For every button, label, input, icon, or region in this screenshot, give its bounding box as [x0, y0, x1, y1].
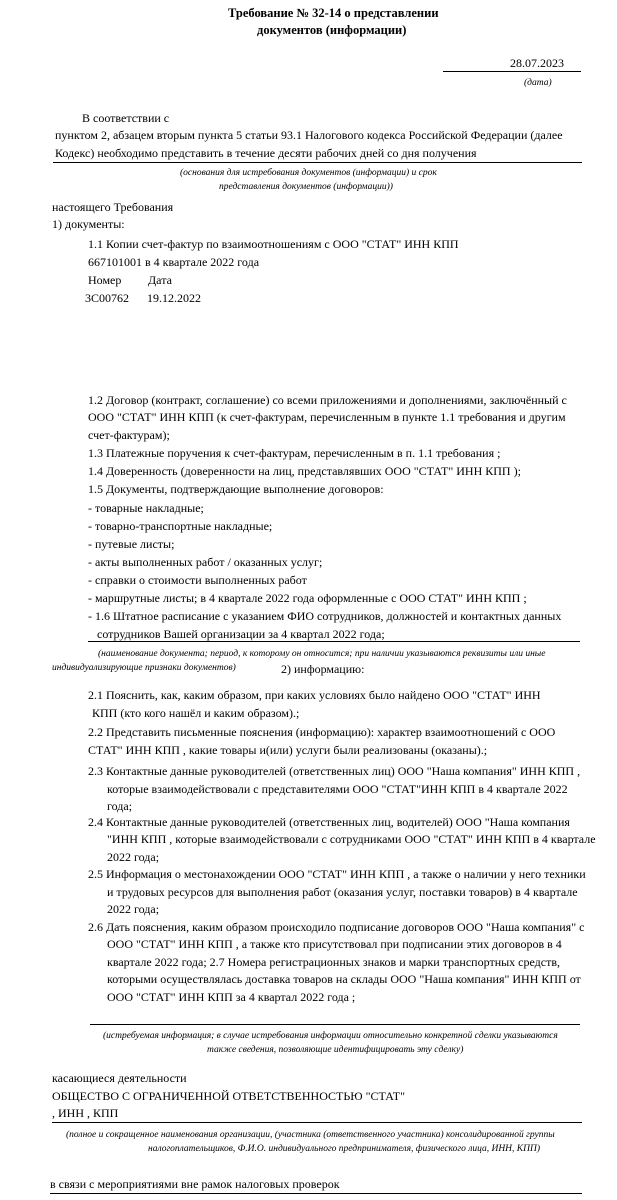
- org-underline: [52, 1122, 582, 1123]
- info-line: 2.5 Информация о местонахождении ООО "СТАТ" ИНН КПП , а также о наличии у него техники: [88, 867, 586, 881]
- info-line: квартале 2022 года; 2.7 Номера регистрационных знаков и марки транспортных средств,: [107, 955, 561, 969]
- organization-inn-kpp: , ИНН , КПП: [52, 1106, 119, 1120]
- info-line: которыми осуществлялась доставка товаров на склады ООО "Наша компания" ИНН КПП от: [107, 972, 581, 986]
- doc-line: сотрудников Вашей организации за 4 квартал 2022 года;: [97, 627, 385, 641]
- org-caption-line2: налогоплательщиков, Ф.И.О. индивидуального предпринимателя, физического лица, ИНН, КПП): [148, 1144, 540, 1154]
- doc-line: 1.3 Платежные поручения к счет-фактурам, перечисленным в п. 1.1 требования ;: [88, 446, 501, 460]
- date-caption: (дата): [524, 78, 552, 88]
- date-value: 28.07.2023: [510, 56, 564, 70]
- info-line: СТАТ" ИНН КПП , какие товары и(или) услуги были реализованы (оказаны).;: [88, 743, 488, 757]
- intro-underline: [53, 162, 582, 163]
- context-underline: [50, 1193, 582, 1194]
- date-underline: [443, 71, 581, 72]
- doc-line: - товарные накладные;: [88, 501, 204, 515]
- invoice-col-number: Номер: [88, 273, 122, 287]
- doc-line: - справки о стоимости выполненных работ: [88, 573, 307, 587]
- info-line: ООО "СТАТ" ИНН КПП , а также кто присутствовал при подписании этих договоров в 4: [107, 937, 562, 951]
- docs-underline: [88, 641, 580, 642]
- invoice-row-number: 3С00762: [85, 291, 130, 305]
- info-line: года;: [107, 799, 133, 813]
- info-line: 2.1 Пояснить, как, каким образом, при каких условиях было найдено ООО "СТАТ" ИНН: [88, 688, 541, 702]
- context-text: в связи с мероприятиями вне рамок налоговых проверок: [50, 1177, 340, 1191]
- info-line: ООО "СТАТ" ИНН КПП за 4 квартал 2022 года ;: [107, 990, 356, 1004]
- info-line: 2.4 Контактные данные руководителей (ответственных лиц, водителей) ООО "Наша компания: [88, 815, 570, 829]
- intro-caption1: (основания для истребования документов (информации) и срок: [180, 168, 437, 178]
- intro-line1: В соответствии с: [82, 111, 170, 125]
- doc-line: 1.5 Документы, подтверждающие выполнение договоров:: [88, 482, 384, 496]
- this-requirement-text: настоящего Требования: [52, 200, 174, 214]
- doc-line: 1.2 Договор (контракт, соглашение) со всеми приложениями и дополнениями, заключённый с: [88, 393, 567, 407]
- document-title-line1: Требование № 32-14 о представлении: [228, 6, 439, 20]
- doc-line: ООО "СТАТ" ИНН КПП (к счет-фактурам, перечисленным в пункте 1.1 требования и другим: [88, 410, 566, 424]
- info-line: КПП (кто кого нашёл и каким образом).;: [92, 706, 300, 720]
- doc-line: - 1.6 Штатное расписание с указанием ФИО сотрудников, должностей и контактных данных: [88, 609, 562, 623]
- info-caption-line2: также сведения, позволяющие идентифицировать эту сделку): [207, 1045, 464, 1055]
- doc-line: - акты выполненных работ / оказанных услуг;: [88, 555, 323, 569]
- info-line: 2.2 Представить письменные пояснения (информацию): характер взаимоотношений с ООО: [88, 725, 556, 739]
- info-heading: 2) информацию:: [281, 662, 365, 676]
- doc-line: - маршрутные листы; в 4 квартале 2022 года оформленные с ООО СТАТ" ИНН КПП ;: [88, 591, 527, 605]
- item-1-1-line2: 667101001 в 4 квартале 2022 года: [88, 255, 260, 269]
- invoice-row-date: 19.12.2022: [147, 291, 201, 305]
- info-line: и трудовых ресурсов для выполнения работ (оказания услуг, поставки товаров) в 4 квартале: [107, 885, 578, 899]
- intro-line3: Кодекс) необходимо представить в течение десяти рабочих дней со дня получения: [55, 146, 477, 160]
- doc-line: 1.4 Доверенность (доверенности на лиц, представлявших ООО "СТАТ" ИНН КПП );: [88, 464, 521, 478]
- docs-caption-line1: (наименование документа; период, к которому он относится; при наличии указываются реквизиты или иные: [98, 649, 546, 659]
- organization-name: ОБЩЕСТВО С ОГРАНИЧЕННОЙ ОТВЕТСТВЕННОСТЬЮ "СТАТ": [52, 1089, 406, 1103]
- info-caption-line1: (истребуемая информация; в случае истребования информации относительно конкретной сделки указываются: [103, 1031, 558, 1041]
- info-underline: [90, 1024, 580, 1025]
- info-line: 2022 года;: [107, 902, 160, 916]
- concerning-text: касающиеся деятельности: [52, 1071, 187, 1085]
- document-title-line2: документов (информации): [257, 23, 407, 37]
- info-line: "ИНН КПП , которые взаимодействовали с сотрудниками ООО "СТАТ" ИНН КПП в 4 квартале: [107, 832, 596, 846]
- org-caption-line1: (полное и сокращенное наименования организации, (участника (ответственного участника) консолидированной группы: [66, 1130, 555, 1140]
- docs-heading: 1) документы:: [52, 217, 125, 231]
- info-line: 2.6 Дать пояснения, каким образом происходило подписание договоров ООО "Наша компания" с: [88, 920, 585, 934]
- intro-line2: пунктом 2, абзацем вторым пункта 5 статьи 93.1 Налогового кодекса Российской Федерации (далее: [55, 128, 563, 142]
- info-line: 2022 года;: [107, 850, 160, 864]
- doc-line: - товарно-транспортные накладные;: [88, 519, 273, 533]
- doc-line: - путевые листы;: [88, 537, 175, 551]
- invoice-col-date: Дата: [148, 273, 172, 287]
- item-1-1-line1: 1.1 Копии счет-фактур по взаимоотношениям с ООО "СТАТ" ИНН КПП: [88, 237, 459, 251]
- docs-caption-line2: индивидуализирующие признаки документов): [52, 663, 236, 673]
- info-line: которые взаимодействовали с представителями ООО "СТАТ"ИНН КПП в 4 квартале 2022: [107, 782, 568, 796]
- intro-caption2: представления документов (информации)): [219, 182, 393, 192]
- info-line: 2.3 Контактные данные руководителей (ответственных лиц) ООО "Наша компания" ИНН КПП ,: [88, 764, 581, 778]
- doc-line: счет-фактурам);: [88, 428, 170, 442]
